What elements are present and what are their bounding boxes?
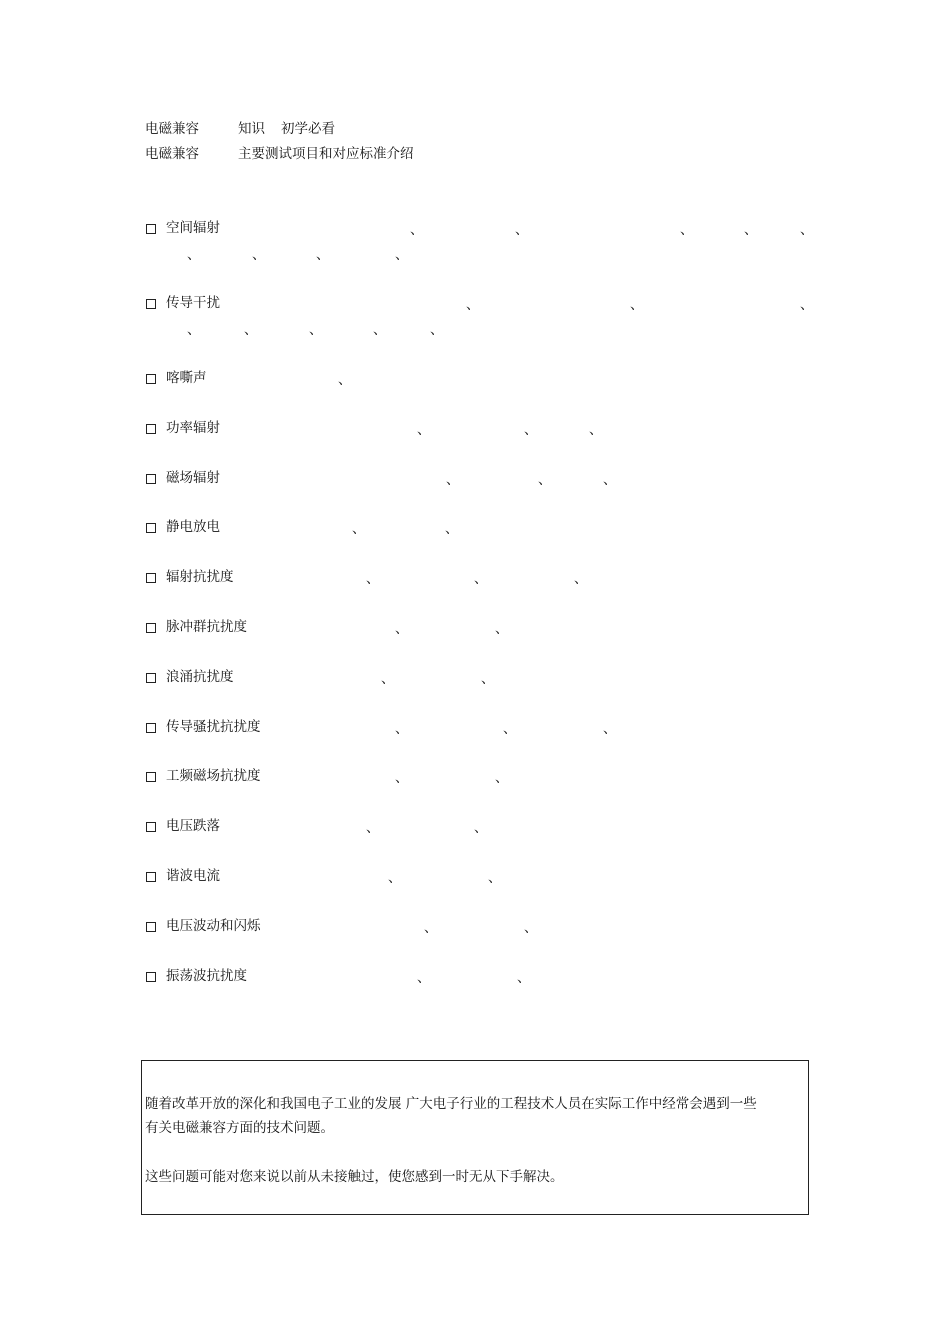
separator: 、 [495, 621, 509, 637]
header-title-right-1: 初学必看 [281, 121, 335, 137]
separator: 、 [410, 222, 424, 238]
separator: 、 [395, 621, 409, 637]
item-label: 传导骚扰抗扰度 [166, 719, 261, 735]
checkbox-icon [146, 523, 156, 533]
separator: 、 [316, 247, 330, 263]
item-label: 电压跌落 [166, 818, 220, 834]
item-label: 喀嘶声 [166, 370, 207, 386]
separator: 、 [589, 422, 603, 438]
item-label: 谐波电流 [166, 868, 220, 884]
checkbox-icon [146, 772, 156, 782]
header-title-middle-1: 知识 [238, 121, 265, 137]
separator: 、 [395, 721, 409, 737]
checkbox-icon [146, 424, 156, 434]
item-label: 电压波动和闪烁 [166, 918, 261, 934]
separator: 、 [445, 521, 459, 537]
item-label: 振荡波抗扰度 [166, 968, 247, 984]
separator: 、 [495, 770, 509, 786]
header-title-right-2: 主要测试项目和对应标准介绍 [238, 146, 414, 162]
separator: 、 [744, 222, 758, 238]
separator: 、 [338, 372, 352, 388]
separator: 、 [488, 870, 502, 886]
separator: 、 [446, 472, 460, 488]
separator: 、 [538, 472, 552, 488]
checkbox-icon [146, 922, 156, 932]
item-label: 浪涌抗扰度 [166, 669, 234, 685]
intro-paragraph-1-line-1: 随着改革开放的深化和我国电子工业的发展 广大电子行业的工程技术人员在实际工作中经常会遇到一些 [145, 1096, 757, 1112]
separator: 、 [800, 297, 814, 313]
separator: 、 [244, 322, 258, 338]
separator: 、 [187, 322, 201, 338]
checkbox-icon [146, 723, 156, 733]
header-title-left-1: 电磁兼容 [145, 121, 199, 137]
item-label: 传导干扰 [166, 295, 220, 311]
separator: 、 [503, 721, 517, 737]
checkbox-icon [146, 374, 156, 384]
checkbox-icon [146, 673, 156, 683]
separator: 、 [474, 571, 488, 587]
checkbox-icon [146, 822, 156, 832]
separator: 、 [800, 222, 814, 238]
separator: 、 [574, 571, 588, 587]
separator: 、 [474, 820, 488, 836]
checkbox-icon [146, 573, 156, 583]
checkbox-icon [146, 299, 156, 309]
item-label: 工频磁场抗扰度 [166, 768, 261, 784]
intro-paragraph-2: 这些问题可能对您来说以前从未接触过，使您感到一时无从下手解决。 [145, 1169, 564, 1185]
separator: 、 [252, 247, 266, 263]
separator: 、 [680, 222, 694, 238]
item-label: 脉冲群抗扰度 [166, 619, 247, 635]
separator: 、 [603, 472, 617, 488]
separator: 、 [517, 970, 531, 986]
checkbox-icon [146, 972, 156, 982]
separator: 、 [381, 671, 395, 687]
checkbox-icon [146, 872, 156, 882]
item-label: 空间辐射 [166, 220, 220, 236]
separator: 、 [373, 322, 387, 338]
header-title-left-2: 电磁兼容 [145, 146, 199, 162]
checkbox-icon [146, 224, 156, 234]
separator: 、 [366, 571, 380, 587]
separator: 、 [417, 970, 431, 986]
separator: 、 [309, 322, 323, 338]
intro-text-box [141, 1060, 809, 1215]
separator: 、 [524, 920, 538, 936]
item-label: 功率辐射 [166, 420, 220, 436]
separator: 、 [366, 820, 380, 836]
item-label: 静电放电 [166, 519, 220, 535]
separator: 、 [603, 721, 617, 737]
separator: 、 [388, 870, 402, 886]
checkbox-icon [146, 623, 156, 633]
separator: 、 [481, 671, 495, 687]
separator: 、 [352, 521, 366, 537]
separator: 、 [395, 770, 409, 786]
separator: 、 [466, 297, 480, 313]
separator: 、 [187, 247, 201, 263]
checkbox-icon [146, 474, 156, 484]
separator: 、 [515, 222, 529, 238]
item-label: 磁场辐射 [166, 470, 220, 486]
separator: 、 [395, 247, 409, 263]
separator: 、 [524, 422, 538, 438]
item-label: 辐射抗扰度 [166, 569, 234, 585]
separator: 、 [430, 322, 444, 338]
separator: 、 [417, 422, 431, 438]
separator: 、 [630, 297, 644, 313]
separator: 、 [424, 920, 438, 936]
intro-paragraph-1-line-2: 有关电磁兼容方面的技术问题。 [145, 1120, 334, 1136]
